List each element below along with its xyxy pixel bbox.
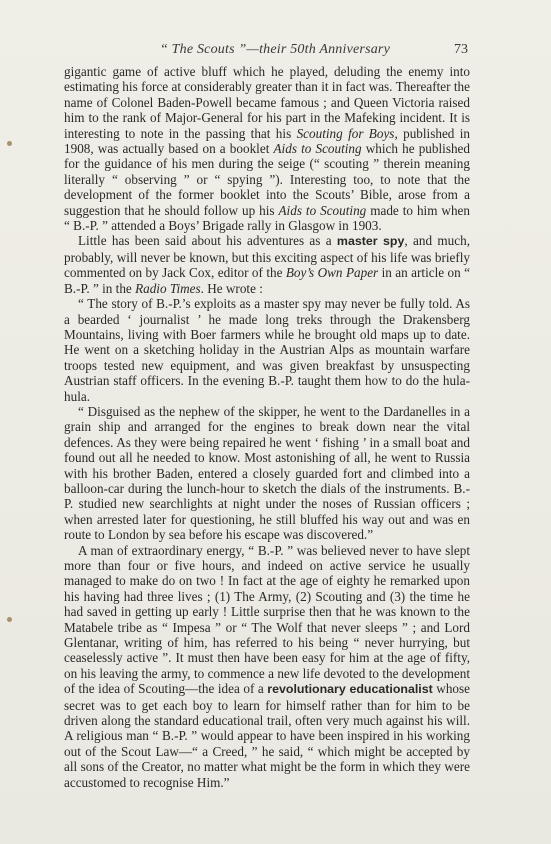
paragraph [64,64,470,233]
bold-text: master spy [336,234,405,249]
text-run: whose secret was to get each boy to learn for himself rather than for him to be driven along the standard educational trail, often very much against his will. A religious man “ B.-P. ” would appear to have been inspired in his working out of the Scout Law—“ a Creed, ” he said, “ which might be accepted by all sons of the Creator, no matter what might be the form in which they were accustomed to recognise Him.” [64,681,470,790]
italic-text: Boy’s Own Paper [285,265,379,281]
page-header [0,38,551,60]
text-run: A man of extraordinary energy, “ B.-P. ” was believed never to have slept more than four or five hours, and indeed on active service he usually managed to make do on two ! In fact at the age of eighty he remarked upon his having had three lives ; (1) The Army, (2) Scouting and (3) the time he had saved in getting up early ! Little surprise then that he was known to the Matabele tribe as “ Impesa ” or “ The Wolf that never sleeps ” ; and Lord Glentanar, writing of him, has referred to his being “ never hurrying, but ceaselessly active ”. It must then have been easy for him at the age of fifty, on his leaving the army, to commence a new life devoted to the development of the idea of Scouting—the idea of a [64,542,470,697]
margin-spot [7,141,12,146]
margin-spot [7,617,12,622]
text-run: published in 1908, was actually based on a booklet [64,125,470,157]
text-run: “ The story of B.-P.’s exploits as a master spy may never be fully told. As a bearded ‘ journalist ’ he made long treks through the Drakensberg Mountains, living with Boer farmers while he brought old maps up to date. He went on a sketching holiday in the Austrian Alps as mountain warfare troops tested new equipment, and was given breakfast by unsuspecting Austrian staff officers. In the evening B.-P. taught them how to do the hula-hula. [64,296,470,404]
page-body [64,64,470,790]
text-run: . He wrote : [200,280,263,296]
text-run: made to him when “ B.-P. ” attended a Boys’ Brigade rally in Glasgow in 1903. [64,202,470,234]
text-run: Little has been said about his adventures as a [78,233,337,249]
text-run: “ Disguised as the nephew of the skipper, he went to the Dardanelles in a grain ship and arranged for the engines to break down near the vital defences. As they were being repaired he went ‘ fishing ’ in a small boat and found out all he needed to know. Most astonishing of all, he went to Russia with his brother Baden, entered a closely guarded fort and climbed into a balloon-car during the lunch-hour to sketch the dials of the instruments. B.-P. studied new searchlights at night under the noses of Russian officers ; when arrested later for questioning, he still bluffed his way out and was en route to London by sea before his escape was discovered.” [64,403,470,543]
italic-text: Radio Times [135,280,201,296]
text-run: gigantic game of active bluff which he played, deluding the enemy into estimating his force at considerably greater than it in fact was. Thereafter the name of Colonel Baden-Powell became famous ; and Queen Victoria raised him to the rank of Major-General for his part in the Mafeking incident. It is interesting to note in the passing that his [64,64,470,141]
text-run: in an article on “ B.-P. ” in the [64,265,470,296]
paragraph [64,543,470,791]
running-head: “ The Scouts ”—their 50th Anniversary [160,42,390,57]
italic-text: Scouting for Boys, [296,125,398,141]
page-number: 73 [454,42,468,57]
text-run: , and much, probably, will never be known, but this exciting aspect of his life was briefly commented on by Jack Cox, editor of the [64,233,470,281]
text-run: which he published for the guidance of his men during the seige (“ scouting ” therein meaning literally “ observing ” or “ spying ”). Interesting too, to note that the development of the former booklet into the Scouts’ Bible, arose from a suggestion that he should follow up his [64,141,470,218]
paragraph [64,233,470,296]
bold-text: revolutionary educationalist [267,682,433,697]
paragraph [64,296,470,404]
italic-text: Aids to Scouting [278,202,367,218]
italic-text: Aids to Scouting [273,141,362,157]
paragraph [64,404,470,543]
